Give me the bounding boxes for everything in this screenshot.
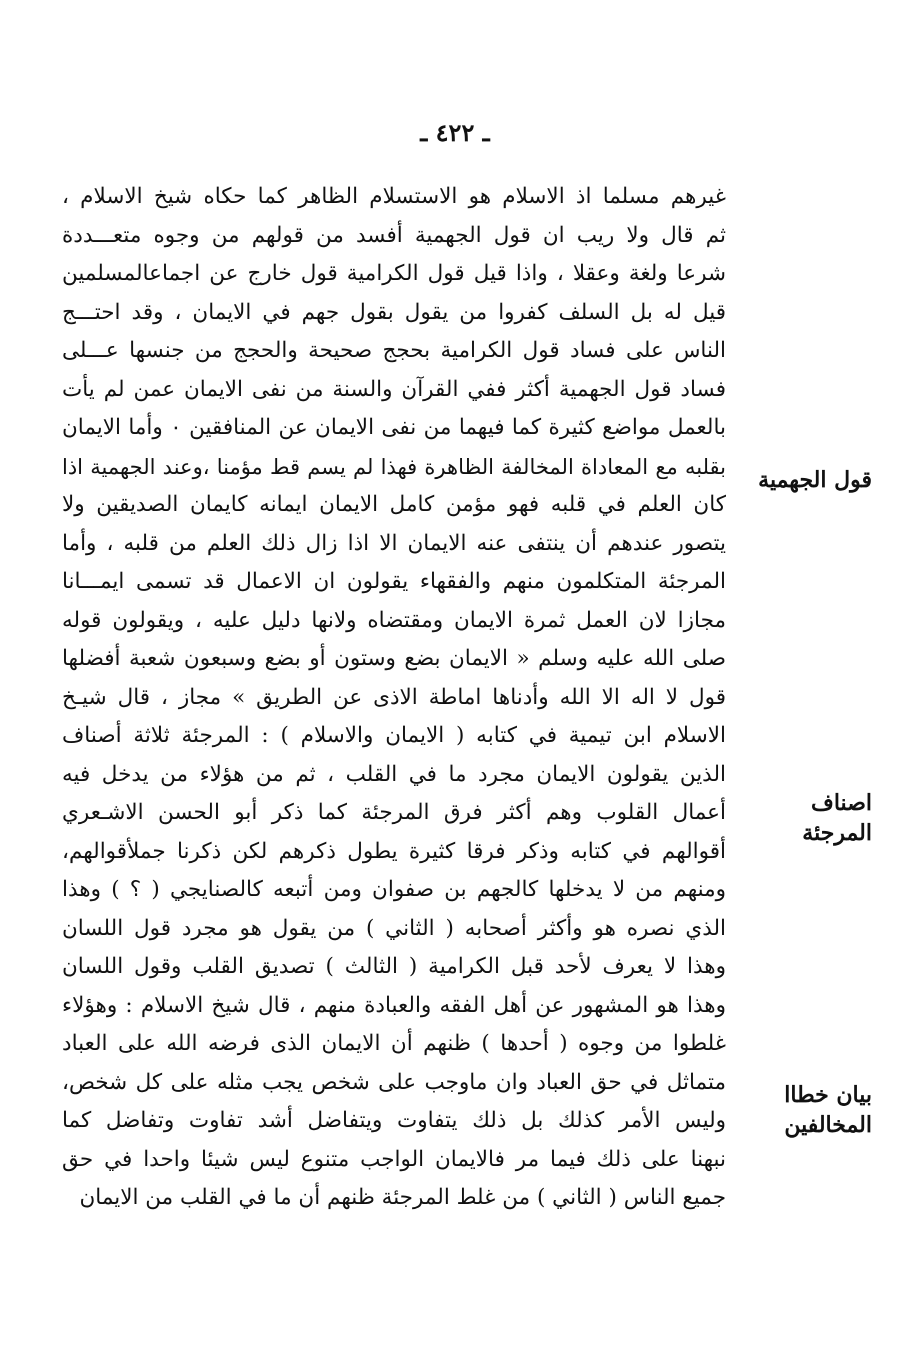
- margin-note-line: قول الجهمية: [758, 467, 872, 493]
- text-line: نبهنا على ذلك فيما مر فالايمان الواجب متنوع ليس شيئا واحدا في حق: [62, 1146, 726, 1172]
- text-line: الذي نصره هو وأكثر أصحابه ( الثاني ) من يقول هو مجرد قول اللسان: [62, 915, 726, 941]
- margin-note-jahmiyya: [742, 465, 872, 495]
- text-line: بقلبه مع المعاداة المخالفة الظاهرة فهذا لم يسم قط مؤمنا ،وعند الجهمية اذا: [62, 454, 726, 479]
- text-line: وليس الأمر كذلك بل ذلك يتفاوت ويتفاضل أشد تفاوت وتفاضل كما: [62, 1108, 726, 1133]
- text-line: وهذا لا يعرف لأحد قبل الكرامية ( الثالث ) تصديق القلب وقول اللسان: [62, 954, 726, 979]
- text-line: أقوالهم في كتابه وذكر فرقا كثيرة يطول ذكرهم لكن ذكرنا جملأقوالهم،: [62, 838, 726, 864]
- text-line: المرجئة المتكلمون منهم والفقهاء يقولون ان الاعمال قد تسمى ايمـــانا: [62, 569, 726, 594]
- text-line: غيرهم مسلما اذ الاسلام هو الاستسلام الظاهر كما حكاه شيخ الاسلام ،: [62, 184, 726, 209]
- page-number: ـ ٤٢٢ ـ: [420, 118, 490, 147]
- text-line: شرعا ولغة وعقلا ، واذا قيل قول الكرامية قول خارج عن اجماعالمسلمين: [62, 261, 726, 286]
- text-line: قيل له بل السلف كفروا من يقول بقول جهم في الايمان ، وقد احتـــج: [62, 299, 726, 325]
- text-line: بالعمل مواضع كثيرة كما فيهما من نفى الايمان عن المنافقين ٠ وأما الايمان: [62, 415, 726, 440]
- margin-note-line: بيان خطاا: [784, 1082, 872, 1108]
- text-line: أعمال القلوب وهم أكثر فرق المرجئة كما ذكر أبو الحسن الاشـعري: [62, 800, 726, 825]
- text-line: غلطوا من وجوه ( أحدها ) ظنهم أن الايمان الذى فرضه الله على العباد: [62, 1031, 726, 1056]
- text-line: فساد قول الجهمية أكثر ففي القرآن والسنة من نفى الايمان عمن لم يأت: [62, 376, 726, 402]
- text-line: ومنهم من لا يدخلها كالجهم بن صفوان ومن أتبعه كالصنايجي ( ؟ ) وهذا: [62, 877, 726, 902]
- text-line: جميع الناس ( الثاني ) من غلط المرجئة ظنهم أن ما في القلب من الايمان: [79, 1185, 726, 1210]
- text-line: كان العلم في قلبه فهو مؤمن كامل الايمان ايمانه كايمان الصديقين ولا: [62, 492, 726, 517]
- margin-note-line: اصناف: [811, 790, 872, 816]
- text-line: الاسلام ابن تيمية في كتابه ( الايمان والاسلام ) : المرجئة ثلاثة أصناف: [62, 723, 726, 748]
- margin-note-murjia-types: [742, 788, 872, 848]
- margin-note-line: المرجئة: [802, 820, 872, 846]
- text-line: ثم قال ولا ريب ان قول الجهمية أفسد من قولهم من وجوه متعـــددة: [62, 222, 726, 248]
- text-line: وهذا هو المشهور عن أهل الفقه والعبادة منهم ، قال شيخ الاسلام : وهؤلاء: [62, 992, 726, 1018]
- margin-note-opponents-error: [742, 1080, 872, 1140]
- text-line: مجازا لان العمل ثمرة الايمان ومقتضاه ولانها دليل عليه ، ويقولون قوله: [62, 607, 726, 633]
- body-text: [62, 178, 726, 1218]
- text-line: يتصور عندهم أن ينتفى عنه الايمان الا اذا زال ذلك العلم من قلبه ، وأما: [62, 530, 726, 556]
- text-line: صلى الله عليه وسلم « الايمان بضع وستون أو بضع وسبعون شعبة أفضلها: [62, 646, 726, 671]
- text-line: الذين يقولون الايمان مجرد ما في القلب ، ثم من هؤلاء من يدخل فيه: [62, 761, 726, 787]
- margin-note-line: المخالفين: [784, 1112, 872, 1138]
- text-line: الناس على فساد قول الكرامية بحجج صحيحة والحجج من جنسها عـــلى: [62, 338, 726, 363]
- text-line: قول لا اله الا الله وأدناها اماطة الاذى عن الطريق » مجاز ، قال شيـخ: [62, 684, 726, 710]
- text-line: متماثل في حق العباد وان ماوجب على شخص يجب مثله على كل شخص،: [62, 1069, 726, 1095]
